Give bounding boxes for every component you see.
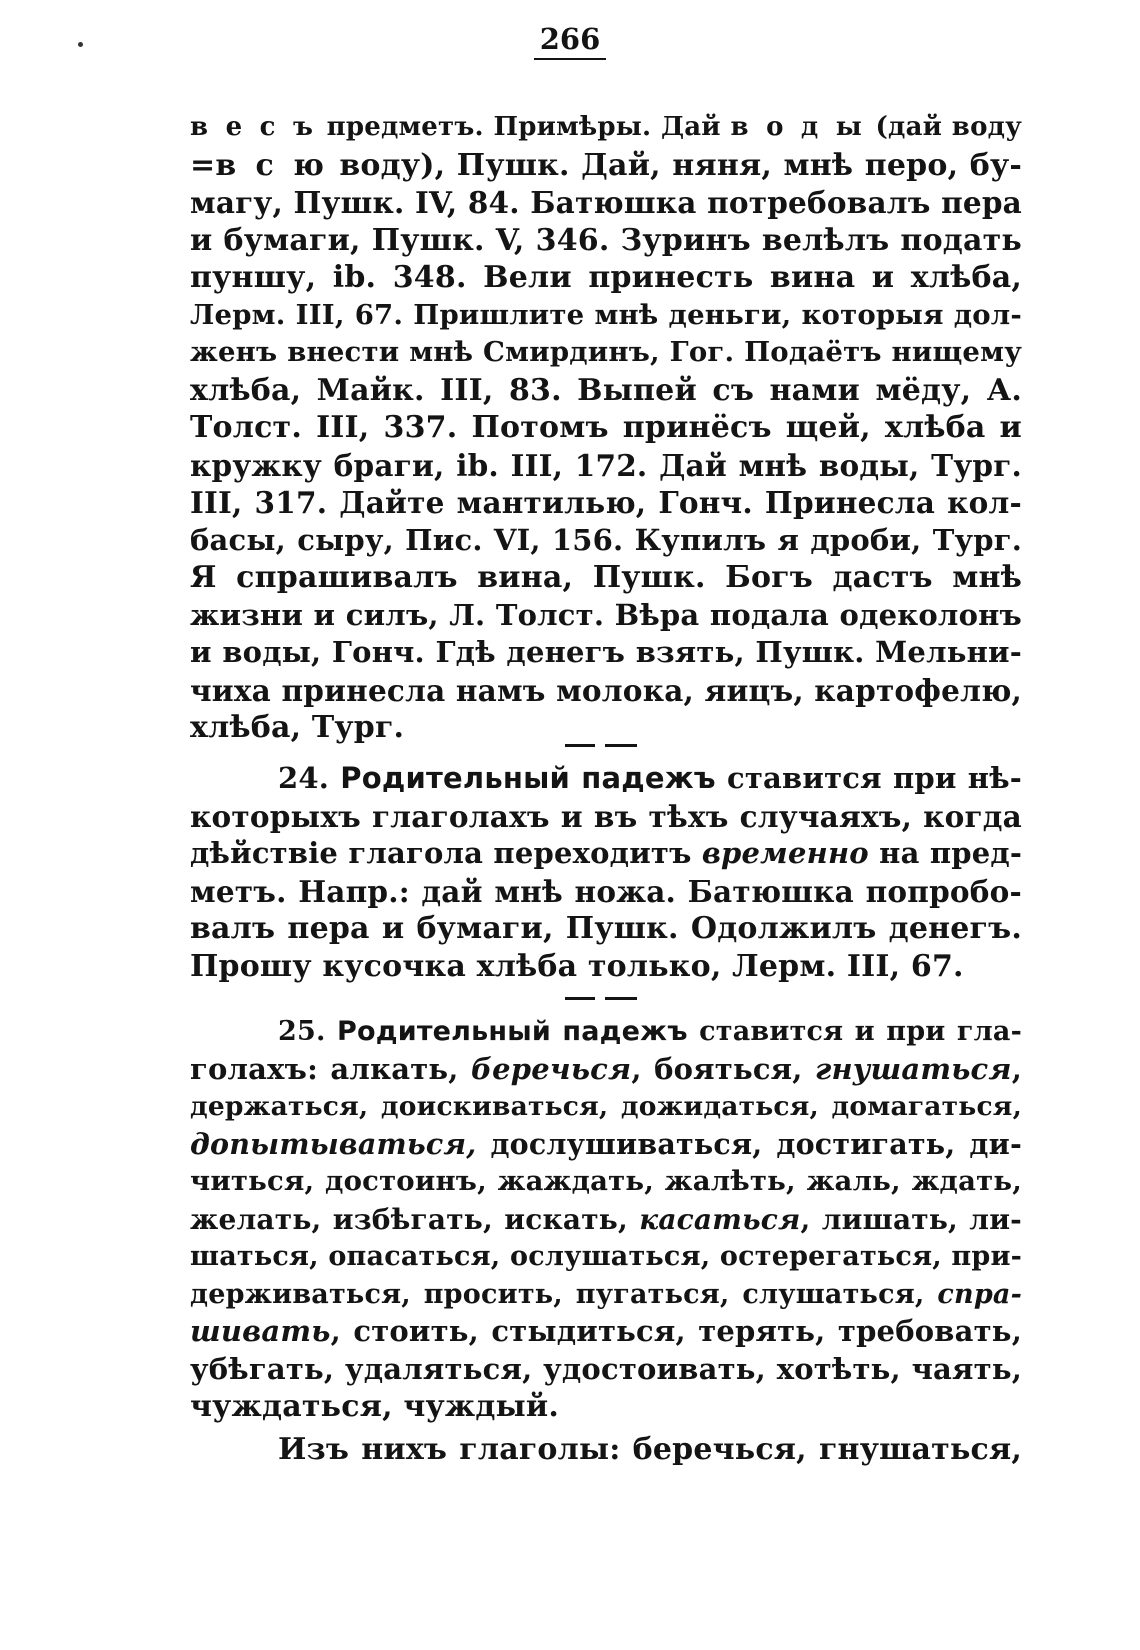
text-line: и воды, Гонч. Гдѣ денегъ взять, Пушк. Мельни- xyxy=(190,635,1022,669)
emphasis: касаться xyxy=(639,1202,801,1236)
text-line: дѣйствіе глагола переходитъ временно на пред- xyxy=(190,836,1023,870)
text-line: валъ пера и бумаги, Пушк. Одолжилъ денегъ. xyxy=(190,911,1022,946)
text-line: басы, сыру, Пис. VI, 156. Купилъ я дроби, Тург. xyxy=(190,522,1022,557)
text-line: которыхъ глаголахъ и въ тѣхъ случаяхъ, когда xyxy=(190,798,1022,834)
text-line: Лерм. III, 67. Пришлите мнѣ деньги, которыя дол- xyxy=(190,298,1022,331)
text-line: жизни и силъ, Л. Толст. Вѣра подала одеколонъ xyxy=(190,597,1022,632)
section-number: 24. xyxy=(278,761,330,795)
paragraph-continuation xyxy=(190,1431,1022,1469)
text-line: 25. Родительный падежъ ставится и при гла- xyxy=(278,1016,1022,1047)
text-line: читься, достоинъ, жаждать, жалѣть, жаль, ждать, xyxy=(190,1165,1022,1197)
emphasis: временно xyxy=(701,836,869,870)
text-line: =в с ю воду), Пушк. Дай, няня, мнѣ перо, бу- xyxy=(190,147,1022,183)
emphasis: шивать xyxy=(190,1314,331,1348)
section-term: Родительный падежъ xyxy=(336,1016,688,1047)
text-line: чиха принесла намъ молока, яицъ, картофелю, xyxy=(190,672,1022,708)
text-line: женъ внести мнѣ Смирдинъ, Гог. Подаётъ нищему xyxy=(190,336,1022,368)
text-line: держиваться, просить, пугаться, слушаться, спра- xyxy=(190,1278,1022,1310)
text-line: желать, избѣгать, искать, касаться, лишать, ли- xyxy=(190,1202,1022,1236)
text-line: Я спрашивалъ вина, Пушк. Богъ дастъ мнѣ xyxy=(190,560,1022,595)
text-line: хлѣба, Майк. III, 83. Выпей съ нами мёду, А. xyxy=(190,372,1022,408)
text-line: III, 317. Дайте мантилью, Гонч. Принесла кол- xyxy=(190,485,1022,520)
text-line: метъ. Напр.: дай мнѣ ножа. Батюшка попробо- xyxy=(190,873,1022,909)
section-number: 25. xyxy=(278,1016,326,1047)
margin-dot xyxy=(78,42,83,47)
text-line: хлѣба, Тург. xyxy=(190,710,405,745)
text-line: Прошу кусочка хлѣба только, Лерм. III, 67. xyxy=(190,948,964,984)
text-line: чуждаться, чуждый. xyxy=(190,1389,559,1424)
text-line: голахъ: алкать, беречься, бояться, гнушаться, xyxy=(190,1051,1022,1086)
text-line: пуншу, ib. 348. Вели принесть вина и хлѣба, xyxy=(190,260,1022,295)
emphasis: допытываться, xyxy=(190,1126,477,1161)
text-line: Толст. III, 337. Потомъ принёсъ щей, хлѣба и xyxy=(190,410,1022,445)
text-line: шивать, стоить, стыдиться, терять, требовать, xyxy=(190,1314,1022,1348)
text-line: в е с ъ предметъ. Примѣры. Дай в о д ы (дай воду xyxy=(190,112,1022,142)
text-line: шаться, опасаться, ослушаться, остерегаться, при- xyxy=(190,1241,1023,1272)
text-line: кружку браги, ib. III, 172. Дай мнѣ воды, Тург. xyxy=(190,447,1022,483)
text-line: держаться, доискиваться, дожидаться, домагаться, xyxy=(190,1091,1022,1122)
text-line: и бумаги, Пушк. V, 346. Зуринъ велѣлъ подать xyxy=(190,222,1022,258)
section-divider xyxy=(565,997,637,1000)
text-line: убѣгать, удаляться, удостоивать, хотѣть, чаять, xyxy=(190,1351,1022,1386)
page-number: 266 xyxy=(0,22,1140,60)
paragraph-25 xyxy=(190,1013,1022,1426)
emphasis: спра- xyxy=(937,1278,1022,1310)
emphasis: беречься xyxy=(471,1051,632,1086)
emphasis: гнушаться xyxy=(815,1051,1012,1086)
section-term: Родительный падежъ xyxy=(340,761,716,795)
text-line: Изъ нихъ глаголы: беречься, гнушаться, xyxy=(278,1432,1022,1467)
section-divider xyxy=(565,744,637,747)
text-line: допытываться, дослушиваться, достигать, ди- xyxy=(190,1126,1022,1161)
paragraph-examples xyxy=(190,109,1022,747)
text-line: 24. Родительный падежъ ставится при нѣ- xyxy=(278,761,1023,795)
paragraph-24 xyxy=(190,760,1022,985)
text-line: магу, Пушк. IV, 84. Батюшка потребовалъ пера xyxy=(190,185,1022,220)
